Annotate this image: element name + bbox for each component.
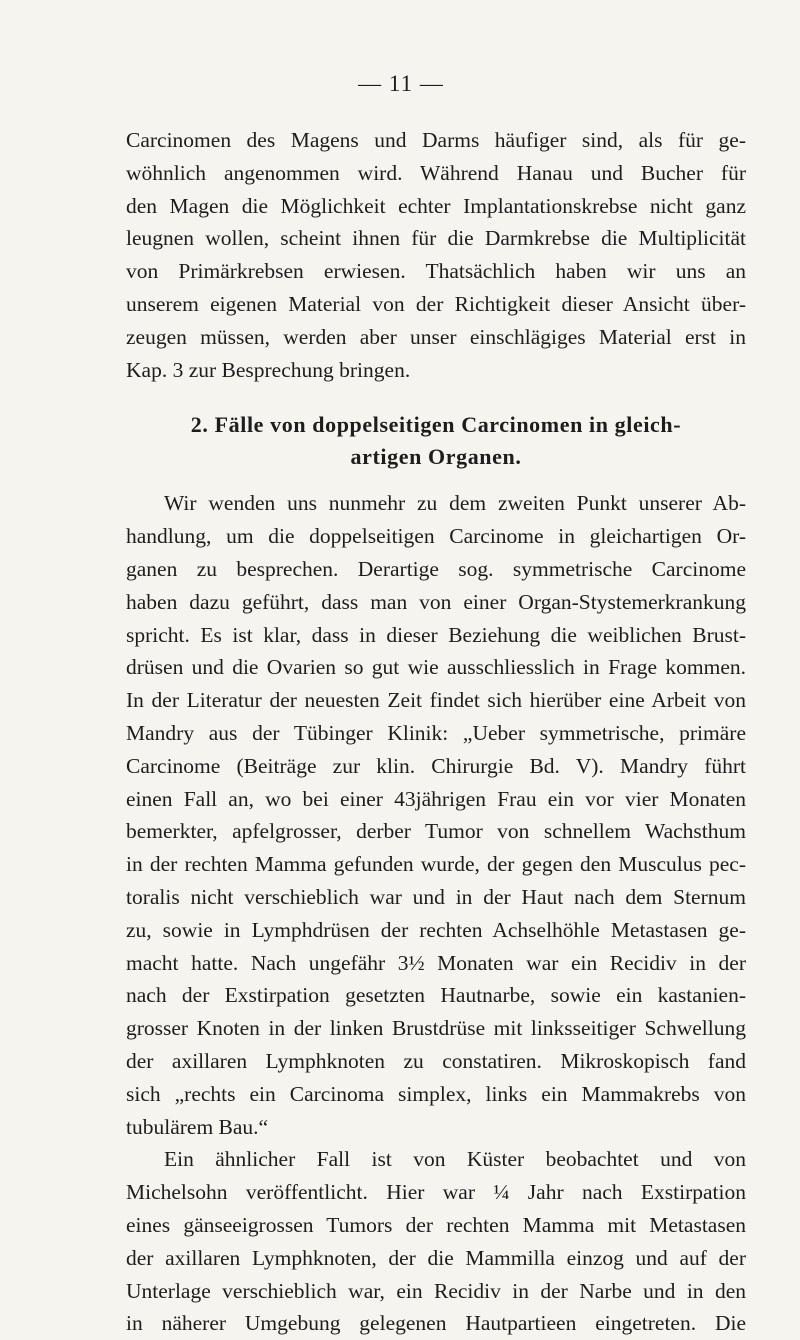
section-heading [126,409,746,473]
text-line: handlung, um die doppelseitigen Carcinome in gleichartigen Or- [126,524,746,549]
text-line: haben dazu geführt, dass man von einer Organ-Stystemerkrankung [126,589,746,614]
text-line: leugnen wollen, scheint ihnen für die Darmkrebse die Multiplicität [126,226,746,251]
text-line: Unterlage verschieblich war, ein Recidiv in der Narbe und in den [126,1278,746,1303]
text-line: drüsen und die Ovarien so gut wie ausschliesslich in Frage kommen. [126,655,746,680]
text-line: grosser Knoten in der linken Brustdrüse mit linksseitiger Schwellung [126,1016,746,1041]
text-line: Mandry aus der Tübinger Klinik: „Ueber symmetrische, primäre [126,720,746,745]
text-line: Ein ähnlicher Fall ist von Küster beobachtet und von [164,1147,746,1172]
text-line: Kap. 3 zur Besprechung bringen. [126,357,411,382]
text-line: zeugen müssen, werden aber unser einschlägiges Material erst in [126,324,746,349]
text-line: der axillaren Lymphknoten, der die Mammilla einzog und auf der [126,1245,746,1270]
paragraph-3 [126,1143,746,1340]
section-heading-line: artigen Organen. [350,444,522,470]
text-line: den Magen die Möglichkeit echter Implantationskrebse nicht ganz [126,193,746,218]
text-line: ganen zu besprechen. Derartige sog. symmetrische Carcinome [126,556,746,581]
text-line: Carcinomen des Magens und Darms häufiger sind, als für ge- [126,128,746,152]
text-line: Carcinome (Beiträge zur klin. Chirurgie Bd. V). Mandry führt [126,753,746,778]
paragraph-2 [126,487,746,1143]
text-line: toralis nicht verschieblich war und in der Haut nach dem Sternum [126,884,746,909]
text-line: von Primärkrebsen erwiesen. Thatsächlich haben wir uns an [126,259,746,284]
text-line: einen Fall an, wo bei einer 43jährigen Frau ein vor vier Monaten [126,786,746,811]
text-line: spricht. Es ist klar, dass in dieser Beziehung die weiblichen Brust- [126,622,746,647]
text-line: Wir wenden uns nunmehr zu dem zweiten Punkt unserer Ab- [164,491,746,516]
text-line: wöhnlich angenommen wird. Während Hanau und Bucher für [126,160,746,185]
text-line: sich „rechts ein Carcinoma simplex, links ein Mammakrebs von [126,1081,746,1106]
text-line: unserem eigenen Material von der Richtigkeit dieser Ansicht über- [126,291,746,316]
text-line: Michelsohn veröffentlicht. Hier war ¼ Jahr nach Exstirpation [126,1180,746,1205]
text-line: In der Literatur der neuesten Zeit findet sich hierüber eine Arbeit von [126,688,746,713]
page-number: — 11 — [358,71,444,96]
text-line: macht hatte. Nach ungefähr 3½ Monaten war ein Recidiv in der [126,950,746,975]
text-line: nach der Exstirpation gesetzten Hautnarbe, sowie ein kastanien- [126,983,746,1008]
text-line: der axillaren Lymphknoten zu constatiren. Mikroskopisch fand [126,1048,746,1073]
text-line: bemerkter, apfelgrosser, derber Tumor von schnellem Wachsthum [126,819,746,844]
text-line: in näherer Umgebung gelegenen Hautpartieen eingetreten. Die [126,1311,746,1336]
text-line: zu, sowie in Lymphdrüsen der rechten Achselhöhle Metastasen ge- [126,917,746,942]
paragraph-1 [126,124,746,386]
section-heading-line: 2. Fälle von doppelseitigen Carcinomen in gleich- [190,412,682,438]
text-line: tubulärem Bau.“ [126,1114,269,1139]
text-line: in der rechten Mamma gefunden wurde, der gegen den Musculus pec- [126,852,746,877]
text-line: eines gänseeigrossen Tumors der rechten Mamma mit Metastasen [126,1212,746,1237]
document-page [126,70,746,1340]
